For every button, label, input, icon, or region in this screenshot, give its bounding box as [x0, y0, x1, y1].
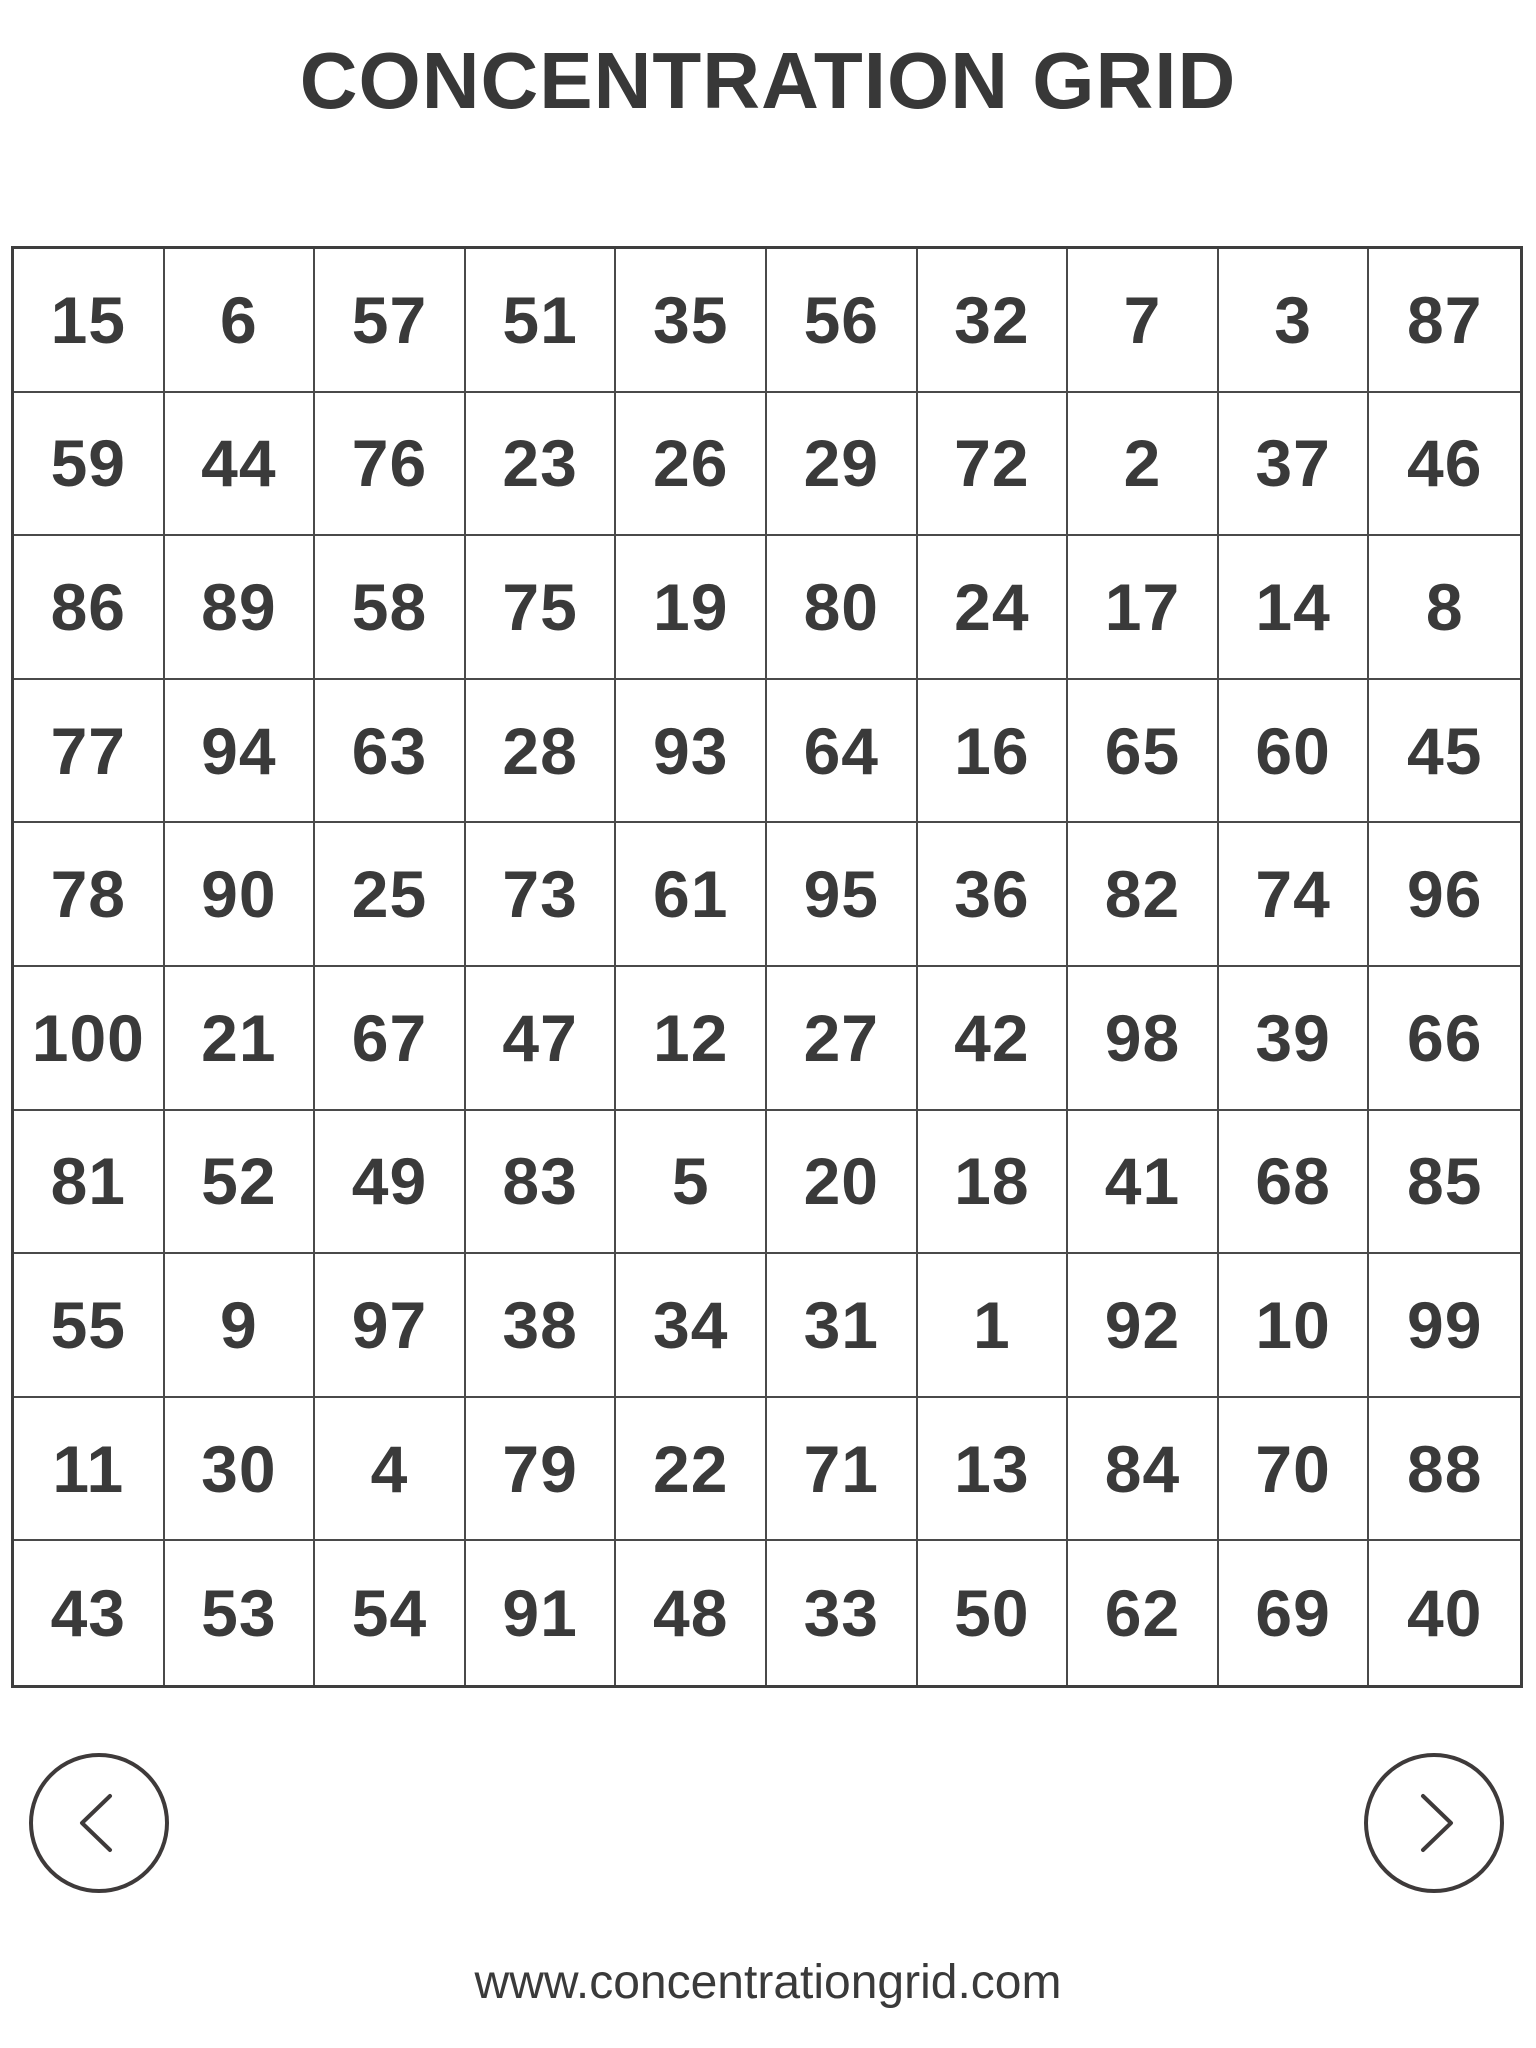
number-grid	[11, 246, 1523, 1688]
grid-cell[interactable]: 9	[165, 1254, 316, 1398]
grid-cell[interactable]: 75	[466, 536, 617, 680]
grid-cell[interactable]: 4	[315, 1398, 466, 1542]
grid-cell[interactable]: 15	[14, 249, 165, 393]
grid-cell[interactable]: 24	[918, 536, 1069, 680]
grid-cell[interactable]: 22	[616, 1398, 767, 1542]
grid-cell[interactable]: 53	[165, 1541, 316, 1685]
page-title: CONCENTRATION GRID	[299, 36, 1237, 125]
grid-cell[interactable]: 30	[165, 1398, 316, 1542]
grid-cell[interactable]: 59	[14, 393, 165, 537]
grid-cell[interactable]: 28	[466, 680, 617, 824]
grid-cell[interactable]: 31	[767, 1254, 918, 1398]
grid-cell[interactable]: 39	[1219, 967, 1370, 1111]
chevron-left-icon	[64, 1788, 134, 1858]
grid-cell[interactable]: 38	[466, 1254, 617, 1398]
grid-cell[interactable]: 47	[466, 967, 617, 1111]
grid-cell[interactable]: 62	[1068, 1541, 1219, 1685]
grid-cell[interactable]: 26	[616, 393, 767, 537]
grid-cell[interactable]: 100	[14, 967, 165, 1111]
grid-cell[interactable]: 11	[14, 1398, 165, 1542]
grid-cell[interactable]: 18	[918, 1111, 1069, 1255]
grid-cell[interactable]: 68	[1219, 1111, 1370, 1255]
grid-cell[interactable]: 79	[466, 1398, 617, 1542]
grid-cell[interactable]: 2	[1068, 393, 1219, 537]
grid-cell[interactable]: 6	[165, 249, 316, 393]
grid-cell[interactable]: 12	[616, 967, 767, 1111]
grid-cell[interactable]: 20	[767, 1111, 918, 1255]
grid-cell[interactable]: 48	[616, 1541, 767, 1685]
grid-cell[interactable]: 41	[1068, 1111, 1219, 1255]
grid-cell[interactable]: 78	[14, 823, 165, 967]
grid-cell[interactable]: 37	[1219, 393, 1370, 537]
grid-cell[interactable]: 97	[315, 1254, 466, 1398]
grid-cell[interactable]: 95	[767, 823, 918, 967]
grid-cell[interactable]: 35	[616, 249, 767, 393]
grid-cell[interactable]: 14	[1219, 536, 1370, 680]
grid-cell[interactable]: 42	[918, 967, 1069, 1111]
grid-cell[interactable]: 83	[466, 1111, 617, 1255]
grid-cell[interactable]: 36	[918, 823, 1069, 967]
grid-cell[interactable]: 64	[767, 680, 918, 824]
grid-cell[interactable]: 32	[918, 249, 1069, 393]
grid-cell[interactable]: 49	[315, 1111, 466, 1255]
grid-cell[interactable]: 58	[315, 536, 466, 680]
grid-cell[interactable]: 98	[1068, 967, 1219, 1111]
grid-cell[interactable]: 56	[767, 249, 918, 393]
grid-cell[interactable]: 3	[1219, 249, 1370, 393]
grid-cell[interactable]: 21	[165, 967, 316, 1111]
grid-cell[interactable]: 8	[1369, 536, 1520, 680]
footer-url[interactable]: www.concentrationgrid.com	[474, 1956, 1062, 2009]
grid-cell[interactable]: 29	[767, 393, 918, 537]
grid-cell[interactable]: 93	[616, 680, 767, 824]
grid-cell[interactable]: 52	[165, 1111, 316, 1255]
grid-cell[interactable]: 99	[1369, 1254, 1520, 1398]
grid-cell[interactable]: 23	[466, 393, 617, 537]
grid-cell[interactable]: 69	[1219, 1541, 1370, 1685]
grid-cell[interactable]: 82	[1068, 823, 1219, 967]
grid-cell[interactable]: 90	[165, 823, 316, 967]
grid-cell[interactable]: 51	[466, 249, 617, 393]
grid-cell[interactable]: 33	[767, 1541, 918, 1685]
grid-cell[interactable]: 70	[1219, 1398, 1370, 1542]
chevron-right-icon	[1399, 1788, 1469, 1858]
grid-cell[interactable]: 89	[165, 536, 316, 680]
grid-cell[interactable]: 50	[918, 1541, 1069, 1685]
grid-cell[interactable]: 94	[165, 680, 316, 824]
grid-cell[interactable]: 66	[1369, 967, 1520, 1111]
next-button[interactable]	[1364, 1753, 1504, 1893]
grid-cell[interactable]: 19	[616, 536, 767, 680]
grid-cell[interactable]: 87	[1369, 249, 1520, 393]
grid-cell[interactable]: 96	[1369, 823, 1520, 967]
grid-cell[interactable]: 7	[1068, 249, 1219, 393]
grid-cell[interactable]: 54	[315, 1541, 466, 1685]
grid-cell[interactable]: 67	[315, 967, 466, 1111]
grid-cell[interactable]: 85	[1369, 1111, 1520, 1255]
grid-cell[interactable]: 5	[616, 1111, 767, 1255]
grid-cell[interactable]: 16	[918, 680, 1069, 824]
grid-cell[interactable]: 25	[315, 823, 466, 967]
grid-cell[interactable]: 72	[918, 393, 1069, 537]
grid-cell[interactable]: 60	[1219, 680, 1370, 824]
grid-cell[interactable]: 91	[466, 1541, 617, 1685]
grid-cell[interactable]: 76	[315, 393, 466, 537]
grid-cell[interactable]: 10	[1219, 1254, 1370, 1398]
grid-cell[interactable]: 92	[1068, 1254, 1219, 1398]
grid-cell[interactable]: 40	[1406, 1576, 1483, 1651]
grid-cell[interactable]: 73	[466, 823, 617, 967]
grid-cell[interactable]: 43	[14, 1541, 165, 1685]
grid-cell[interactable]: 80	[767, 536, 918, 680]
grid-cell[interactable]: 63	[315, 680, 466, 824]
grid-cell[interactable]: 45	[1369, 680, 1520, 824]
previous-button[interactable]	[29, 1753, 169, 1893]
grid-cell[interactable]: 86	[14, 536, 165, 680]
grid-cell[interactable]: 1	[918, 1254, 1069, 1398]
grid-cell[interactable]: 84	[1068, 1398, 1219, 1542]
grid-cell[interactable]: 27	[767, 967, 918, 1111]
grid-cell[interactable]: 55	[14, 1254, 165, 1398]
grid-cell[interactable]: 44	[165, 393, 316, 537]
grid-cell[interactable]: 46	[1369, 393, 1520, 537]
grid-cell[interactable]: 74	[1219, 823, 1370, 967]
grid-cell[interactable]: 17	[1068, 536, 1219, 680]
grid-cell[interactable]: 34	[616, 1254, 767, 1398]
grid-cell[interactable]: 61	[616, 823, 767, 967]
grid-cell[interactable]: 65	[1068, 680, 1219, 824]
grid-cell[interactable]: 71	[767, 1398, 918, 1542]
grid-cell[interactable]: 13	[918, 1398, 1069, 1542]
grid-cell[interactable]: 81	[14, 1111, 165, 1255]
grid-cell[interactable]: 57	[315, 249, 466, 393]
grid-cell[interactable]: 77	[14, 680, 165, 824]
grid-cell[interactable]: 88	[1369, 1398, 1520, 1542]
